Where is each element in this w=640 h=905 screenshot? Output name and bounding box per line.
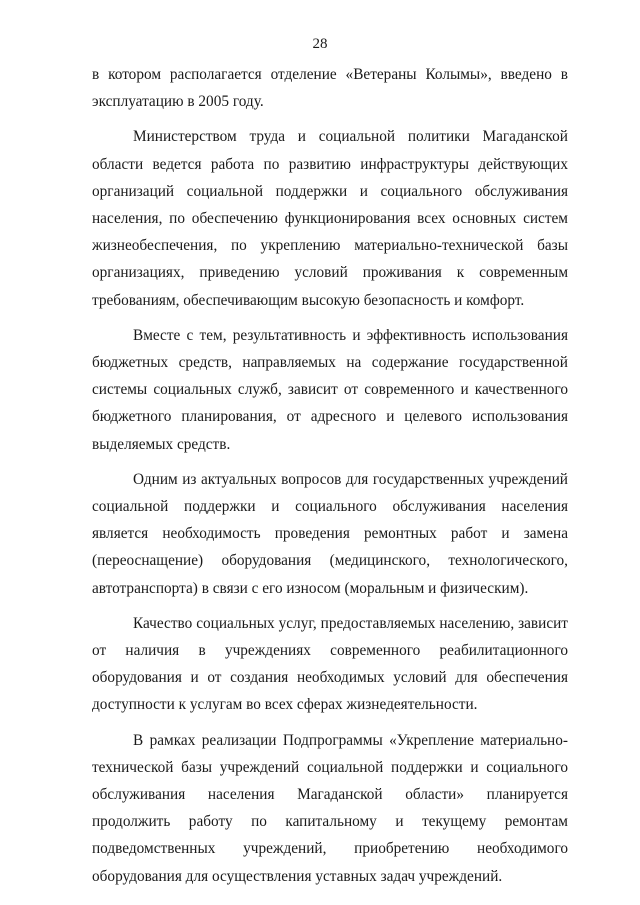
paragraph-budget-efficiency: Вместе с тем, результативность и эффективность использования бюджетных средств, направляемых на содержание государственной системы социальных служб, зависит от современного и качественного бюджетного планирования, от адресного и целевого использования выделяемых средств. <box>92 326 568 453</box>
paragraph-service-quality: Качество социальных услуг, предоставляемых населению, зависит от наличия в учреждениях современного реабилитационного оборудования и от создания необходимых условий для обеспечения доступности к услугам во всех сферах жизнедеятельности. <box>92 614 568 714</box>
paragraph-continuation: в котором располагается отделение «Ветераны Колымы», введено в эксплуатацию в 2005 году. <box>92 66 568 111</box>
document-body <box>92 61 568 898</box>
page-number: 28 <box>312 36 328 52</box>
paragraph-ministry-infrastructure: Министерством труда и социальной политики Магаданской области ведется работа по развитию инфраструктуры действующих организаций социальной поддержки и социального обслуживания населения, по обеспечению функционирования всех основных систем жизнеобеспечения, по укреплению материально-технической базы организациях, приведению условий проживания к современным требованиям, обеспечивающим высокую безопасность и комфорт. <box>92 128 568 309</box>
paragraph-subprogram: В рамках реализации Подпрограммы «Укрепление материально-технической базы учреждений социальной поддержки и социального обслуживания населения Магаданской области» планируется продолжить работу по капитальному и текущему ремонтам подведомственных учреждений, приобретению необходимого оборудования для осуществления уставных задач учреждений. <box>92 731 568 885</box>
paragraph-equipment-repair: Одним из актуальных вопросов для государственных учреждений социальной поддержки и социального обслуживания населения является необходимость проведения ремонтных работ и замена (переоснащение) оборудования (медицинского, технологического, автотранспорта) в связи с его износом (моральным и физическим). <box>92 470 568 597</box>
